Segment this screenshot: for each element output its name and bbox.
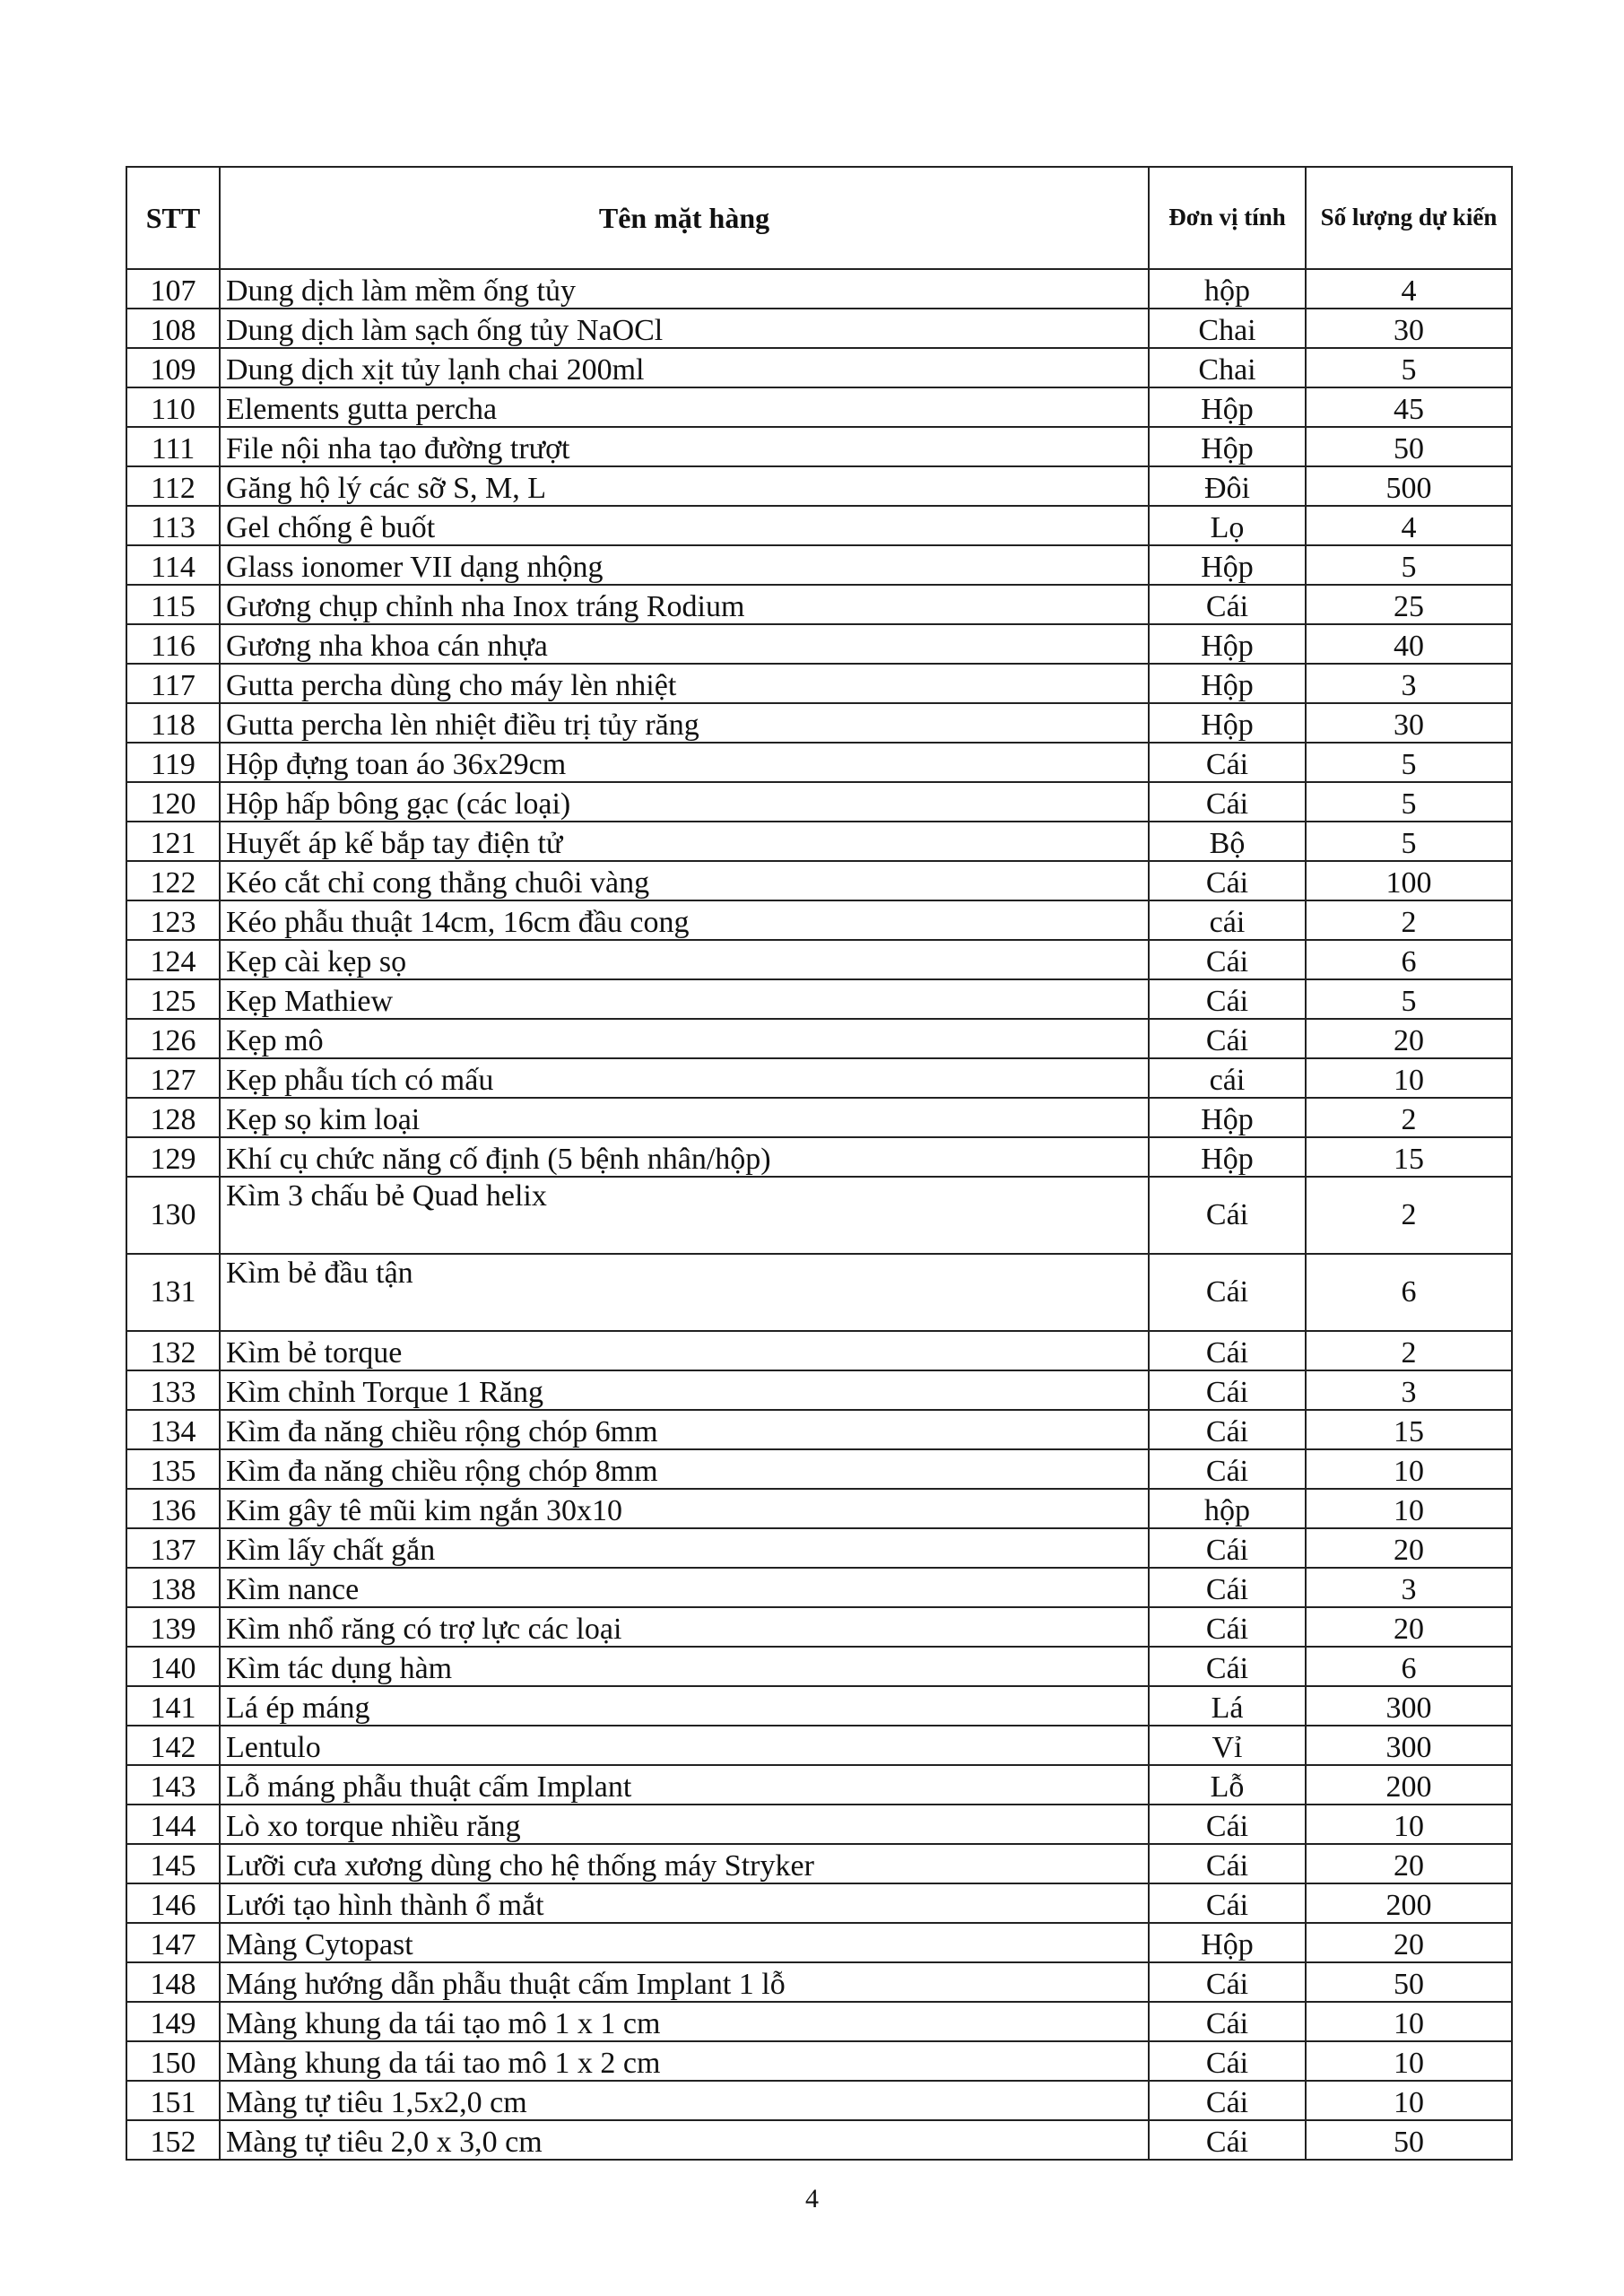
cell-stt: 146	[126, 1883, 220, 1923]
table-row	[126, 466, 1512, 506]
cell-stt: 123	[126, 900, 220, 940]
cell-qty: 10	[1306, 1489, 1512, 1528]
cell-stt: 116	[126, 624, 220, 664]
cell-name: Kìm đa năng chiều rộng chóp 6mm	[220, 1410, 1149, 1449]
cell-qty: 30	[1306, 703, 1512, 743]
cell-qty: 5	[1306, 545, 1512, 585]
table-row	[126, 1254, 1512, 1331]
cell-name: Glass ionomer VII dạng nhộng	[220, 545, 1149, 585]
cell-name: Kéo cắt chỉ cong thẳng chuôi vàng	[220, 861, 1149, 900]
cell-unit: Hộp	[1149, 1137, 1306, 1177]
table-row	[126, 387, 1512, 427]
items-table	[126, 166, 1513, 2161]
table-row	[126, 1528, 1512, 1568]
table-row	[126, 822, 1512, 861]
cell-name: Kim gây tê mũi kim ngắn 30x10	[220, 1489, 1149, 1528]
cell-qty: 5	[1306, 822, 1512, 861]
cell-name: Gutta percha lèn nhiệt điều trị tủy răng	[220, 703, 1149, 743]
cell-name: Lá ép máng	[220, 1686, 1149, 1726]
table-row	[126, 1331, 1512, 1370]
cell-qty: 6	[1306, 940, 1512, 979]
cell-qty: 10	[1306, 1449, 1512, 1489]
cell-unit: Cái	[1149, 861, 1306, 900]
cell-name: Gương nha khoa cán nhựa	[220, 624, 1149, 664]
cell-qty: 4	[1306, 269, 1512, 309]
cell-name: Dung dịch xịt tủy lạnh chai 200ml	[220, 348, 1149, 387]
cell-name: Kìm đa năng chiều rộng chóp 8mm	[220, 1449, 1149, 1489]
table-row	[126, 2081, 1512, 2120]
table-row	[126, 1923, 1512, 1962]
cell-name: Màng khung da tái tạo mô 1 x 1 cm	[220, 2002, 1149, 2041]
cell-stt: 150	[126, 2041, 220, 2081]
cell-unit: hộp	[1149, 269, 1306, 309]
table-row	[126, 1765, 1512, 1805]
table-row	[126, 782, 1512, 822]
cell-unit: Lỗ	[1149, 1765, 1306, 1805]
cell-qty: 6	[1306, 1254, 1512, 1331]
cell-stt: 127	[126, 1058, 220, 1098]
table-row	[126, 1098, 1512, 1137]
table-row	[126, 1489, 1512, 1528]
table-row	[126, 1058, 1512, 1098]
cell-unit: Cái	[1149, 1883, 1306, 1923]
cell-name: Kìm lấy chất gắn	[220, 1528, 1149, 1568]
table-row	[126, 1568, 1512, 1607]
cell-stt: 115	[126, 585, 220, 624]
table-row	[126, 1726, 1512, 1765]
cell-qty: 5	[1306, 743, 1512, 782]
cell-unit: Bộ	[1149, 822, 1306, 861]
cell-qty: 10	[1306, 1058, 1512, 1098]
cell-qty: 5	[1306, 782, 1512, 822]
table-header-row	[126, 167, 1512, 269]
cell-stt: 108	[126, 309, 220, 348]
cell-stt: 145	[126, 1844, 220, 1883]
cell-qty: 25	[1306, 585, 1512, 624]
table-row	[126, 309, 1512, 348]
cell-stt: 111	[126, 427, 220, 466]
cell-stt: 109	[126, 348, 220, 387]
cell-unit: Cái	[1149, 1528, 1306, 1568]
cell-qty: 45	[1306, 387, 1512, 427]
cell-unit: Cái	[1149, 2002, 1306, 2041]
table-row	[126, 1647, 1512, 1686]
cell-stt: 139	[126, 1607, 220, 1647]
table-row	[126, 427, 1512, 466]
cell-name: Máng hướng dẫn phẫu thuật cấm Implant 1 lỗ	[220, 1962, 1149, 2002]
cell-unit: Cái	[1149, 1370, 1306, 1410]
table-row	[126, 861, 1512, 900]
cell-qty: 50	[1306, 1962, 1512, 2002]
cell-stt: 131	[126, 1254, 220, 1331]
table-row	[126, 1805, 1512, 1844]
cell-unit: Hộp	[1149, 1098, 1306, 1137]
cell-unit: Chai	[1149, 348, 1306, 387]
cell-name: Kẹp Mathiew	[220, 979, 1149, 1019]
cell-name: Gương chụp chỉnh nha Inox tráng Rodium	[220, 585, 1149, 624]
cell-stt: 147	[126, 1923, 220, 1962]
cell-stt: 149	[126, 2002, 220, 2041]
table-row	[126, 1607, 1512, 1647]
header-name: Tên mặt hàng	[220, 167, 1149, 269]
cell-name: Kìm 3 chấu bẻ Quad helix	[220, 1177, 1149, 1254]
cell-unit: Lọ	[1149, 506, 1306, 545]
cell-qty: 50	[1306, 427, 1512, 466]
cell-qty: 20	[1306, 1844, 1512, 1883]
cell-stt: 152	[126, 2120, 220, 2160]
cell-stt: 117	[126, 664, 220, 703]
cell-qty: 20	[1306, 1923, 1512, 1962]
cell-qty: 40	[1306, 624, 1512, 664]
cell-unit: Lá	[1149, 1686, 1306, 1726]
cell-name: Kẹp phẫu tích có mấu	[220, 1058, 1149, 1098]
cell-name: Kìm bẻ đầu tận	[220, 1254, 1149, 1331]
cell-name: Lưỡi cưa xương dùng cho hệ thống máy Stryker	[220, 1844, 1149, 1883]
cell-name: Kìm nhổ răng có trợ lực các loại	[220, 1607, 1149, 1647]
cell-unit: Cái	[1149, 2120, 1306, 2160]
cell-stt: 121	[126, 822, 220, 861]
cell-unit: Hộp	[1149, 624, 1306, 664]
table-row	[126, 1370, 1512, 1410]
cell-name: Kéo phẫu thuật 14cm, 16cm đầu cong	[220, 900, 1149, 940]
cell-stt: 112	[126, 466, 220, 506]
cell-unit: hộp	[1149, 1489, 1306, 1528]
table-row	[126, 624, 1512, 664]
cell-unit: Cái	[1149, 1805, 1306, 1844]
cell-qty: 300	[1306, 1686, 1512, 1726]
cell-name: Lentulo	[220, 1726, 1149, 1765]
cell-qty: 20	[1306, 1607, 1512, 1647]
page-number: 4	[805, 2184, 819, 2213]
table-row	[126, 1449, 1512, 1489]
cell-unit: Hộp	[1149, 664, 1306, 703]
cell-name: Elements gutta percha	[220, 387, 1149, 427]
cell-qty: 2	[1306, 1331, 1512, 1370]
cell-stt: 140	[126, 1647, 220, 1686]
cell-unit: Cái	[1149, 1019, 1306, 1058]
cell-unit: Đôi	[1149, 466, 1306, 506]
cell-stt: 133	[126, 1370, 220, 1410]
table-row	[126, 1883, 1512, 1923]
cell-name: Gel chống ê buốt	[220, 506, 1149, 545]
cell-unit: cái	[1149, 900, 1306, 940]
cell-unit: Cái	[1149, 1607, 1306, 1647]
cell-stt: 128	[126, 1098, 220, 1137]
cell-unit: Cái	[1149, 743, 1306, 782]
cell-unit: Cái	[1149, 1177, 1306, 1254]
cell-stt: 142	[126, 1726, 220, 1765]
cell-qty: 10	[1306, 2041, 1512, 2081]
cell-name: Gutta percha dùng cho máy lèn nhiệt	[220, 664, 1149, 703]
cell-stt: 110	[126, 387, 220, 427]
table-row	[126, 2002, 1512, 2041]
header-stt: STT	[126, 167, 220, 269]
table-row	[126, 585, 1512, 624]
table-row	[126, 1137, 1512, 1177]
table-row	[126, 703, 1512, 743]
cell-stt: 137	[126, 1528, 220, 1568]
cell-qty: 15	[1306, 1137, 1512, 1177]
cell-stt: 125	[126, 979, 220, 1019]
cell-unit: Cái	[1149, 1568, 1306, 1607]
cell-unit: Cái	[1149, 1449, 1306, 1489]
cell-qty: 2	[1306, 900, 1512, 940]
cell-name: Khí cụ chức năng cố định (5 bệnh nhân/hộp)	[220, 1137, 1149, 1177]
cell-unit: cái	[1149, 1058, 1306, 1098]
cell-stt: 107	[126, 269, 220, 309]
cell-stt: 132	[126, 1331, 220, 1370]
cell-unit: Cái	[1149, 1647, 1306, 1686]
cell-stt: 126	[126, 1019, 220, 1058]
cell-name: Kìm nance	[220, 1568, 1149, 1607]
cell-stt: 119	[126, 743, 220, 782]
cell-qty: 2	[1306, 1098, 1512, 1137]
table-row	[126, 348, 1512, 387]
cell-unit: Hộp	[1149, 545, 1306, 585]
cell-name: Kẹp sọ kim loại	[220, 1098, 1149, 1137]
cell-name: Kìm bẻ torque	[220, 1331, 1149, 1370]
cell-stt: 122	[126, 861, 220, 900]
table-row	[126, 2041, 1512, 2081]
cell-name: Kìm tác dụng hàm	[220, 1647, 1149, 1686]
cell-qty: 300	[1306, 1726, 1512, 1765]
cell-name: Kìm chỉnh Torque 1 Răng	[220, 1370, 1149, 1410]
cell-stt: 113	[126, 506, 220, 545]
cell-unit: Hộp	[1149, 703, 1306, 743]
cell-unit: Cái	[1149, 1254, 1306, 1331]
cell-name: Hộp hấp bông gạc (các loại)	[220, 782, 1149, 822]
cell-name: Lỗ máng phẫu thuật cấm Implant	[220, 1765, 1149, 1805]
cell-unit: Cái	[1149, 782, 1306, 822]
cell-name: Kẹp cài kẹp sọ	[220, 940, 1149, 979]
cell-qty: 30	[1306, 309, 1512, 348]
cell-qty: 20	[1306, 1019, 1512, 1058]
cell-qty: 3	[1306, 664, 1512, 703]
table-row	[126, 979, 1512, 1019]
header-unit: Đơn vị tính	[1149, 167, 1306, 269]
cell-qty: 200	[1306, 1883, 1512, 1923]
cell-stt: 134	[126, 1410, 220, 1449]
cell-unit: Cái	[1149, 1844, 1306, 1883]
cell-stt: 141	[126, 1686, 220, 1726]
table-row	[126, 1410, 1512, 1449]
table-row	[126, 2120, 1512, 2160]
cell-stt: 129	[126, 1137, 220, 1177]
cell-stt: 135	[126, 1449, 220, 1489]
table-row	[126, 506, 1512, 545]
cell-stt: 143	[126, 1765, 220, 1805]
cell-unit: Cái	[1149, 1331, 1306, 1370]
header-qty: Số lượng dự kiến	[1306, 167, 1512, 269]
table-row	[126, 664, 1512, 703]
cell-unit: Hộp	[1149, 427, 1306, 466]
cell-name: Dung dịch làm sạch ống tủy NaOCl	[220, 309, 1149, 348]
cell-stt: 144	[126, 1805, 220, 1844]
cell-qty: 3	[1306, 1370, 1512, 1410]
cell-unit: Chai	[1149, 309, 1306, 348]
cell-stt: 130	[126, 1177, 220, 1254]
cell-name: Màng Cytopast	[220, 1923, 1149, 1962]
cell-qty: 500	[1306, 466, 1512, 506]
cell-unit: Cái	[1149, 1410, 1306, 1449]
cell-name: Kẹp mô	[220, 1019, 1149, 1058]
cell-stt: 114	[126, 545, 220, 585]
cell-qty: 10	[1306, 2002, 1512, 2041]
cell-name: Dung dịch làm mềm ống tủy	[220, 269, 1149, 309]
table-row	[126, 940, 1512, 979]
cell-unit: Hộp	[1149, 387, 1306, 427]
cell-name: File nội nha tạo đường trượt	[220, 427, 1149, 466]
cell-unit: Cái	[1149, 585, 1306, 624]
cell-name: Găng hộ lý các sỡ S, M, L	[220, 466, 1149, 506]
cell-unit: Cái	[1149, 979, 1306, 1019]
cell-stt: 148	[126, 1962, 220, 2002]
table-row	[126, 1962, 1512, 2002]
table-row	[126, 743, 1512, 782]
cell-qty: 3	[1306, 1568, 1512, 1607]
cell-unit: Cái	[1149, 940, 1306, 979]
cell-name: Hộp đựng toan áo 36x29cm	[220, 743, 1149, 782]
table-body	[126, 269, 1512, 2160]
cell-qty: 5	[1306, 979, 1512, 1019]
cell-unit: Hộp	[1149, 1923, 1306, 1962]
cell-stt: 118	[126, 703, 220, 743]
table-row	[126, 545, 1512, 585]
table-row	[126, 269, 1512, 309]
cell-name: Huyết áp kế bắp tay điện tử	[220, 822, 1149, 861]
cell-name: Màng tự tiêu 2,0 x 3,0 cm	[220, 2120, 1149, 2160]
cell-qty: 15	[1306, 1410, 1512, 1449]
table-row	[126, 1844, 1512, 1883]
cell-qty: 10	[1306, 2081, 1512, 2120]
cell-qty: 4	[1306, 506, 1512, 545]
cell-qty: 5	[1306, 348, 1512, 387]
cell-name: Màng khung da tái tao mô 1 x 2 cm	[220, 2041, 1149, 2081]
cell-unit: Cái	[1149, 2041, 1306, 2081]
cell-stt: 124	[126, 940, 220, 979]
cell-unit: Cái	[1149, 2081, 1306, 2120]
cell-stt: 138	[126, 1568, 220, 1607]
table-row	[126, 900, 1512, 940]
table-row	[126, 1177, 1512, 1254]
cell-qty: 50	[1306, 2120, 1512, 2160]
cell-qty: 100	[1306, 861, 1512, 900]
cell-qty: 20	[1306, 1528, 1512, 1568]
cell-unit: Cái	[1149, 1962, 1306, 2002]
cell-name: Màng tự tiêu 1,5x2,0 cm	[220, 2081, 1149, 2120]
cell-name: Lưới tạo hình thành ổ mắt	[220, 1883, 1149, 1923]
cell-stt: 136	[126, 1489, 220, 1528]
cell-qty: 200	[1306, 1765, 1512, 1805]
cell-stt: 151	[126, 2081, 220, 2120]
table-row	[126, 1019, 1512, 1058]
cell-stt: 120	[126, 782, 220, 822]
cell-name: Lò xo torque nhiều răng	[220, 1805, 1149, 1844]
cell-qty: 6	[1306, 1647, 1512, 1686]
table-row	[126, 1686, 1512, 1726]
cell-qty: 10	[1306, 1805, 1512, 1844]
cell-unit: Vỉ	[1149, 1726, 1306, 1765]
cell-qty: 2	[1306, 1177, 1512, 1254]
